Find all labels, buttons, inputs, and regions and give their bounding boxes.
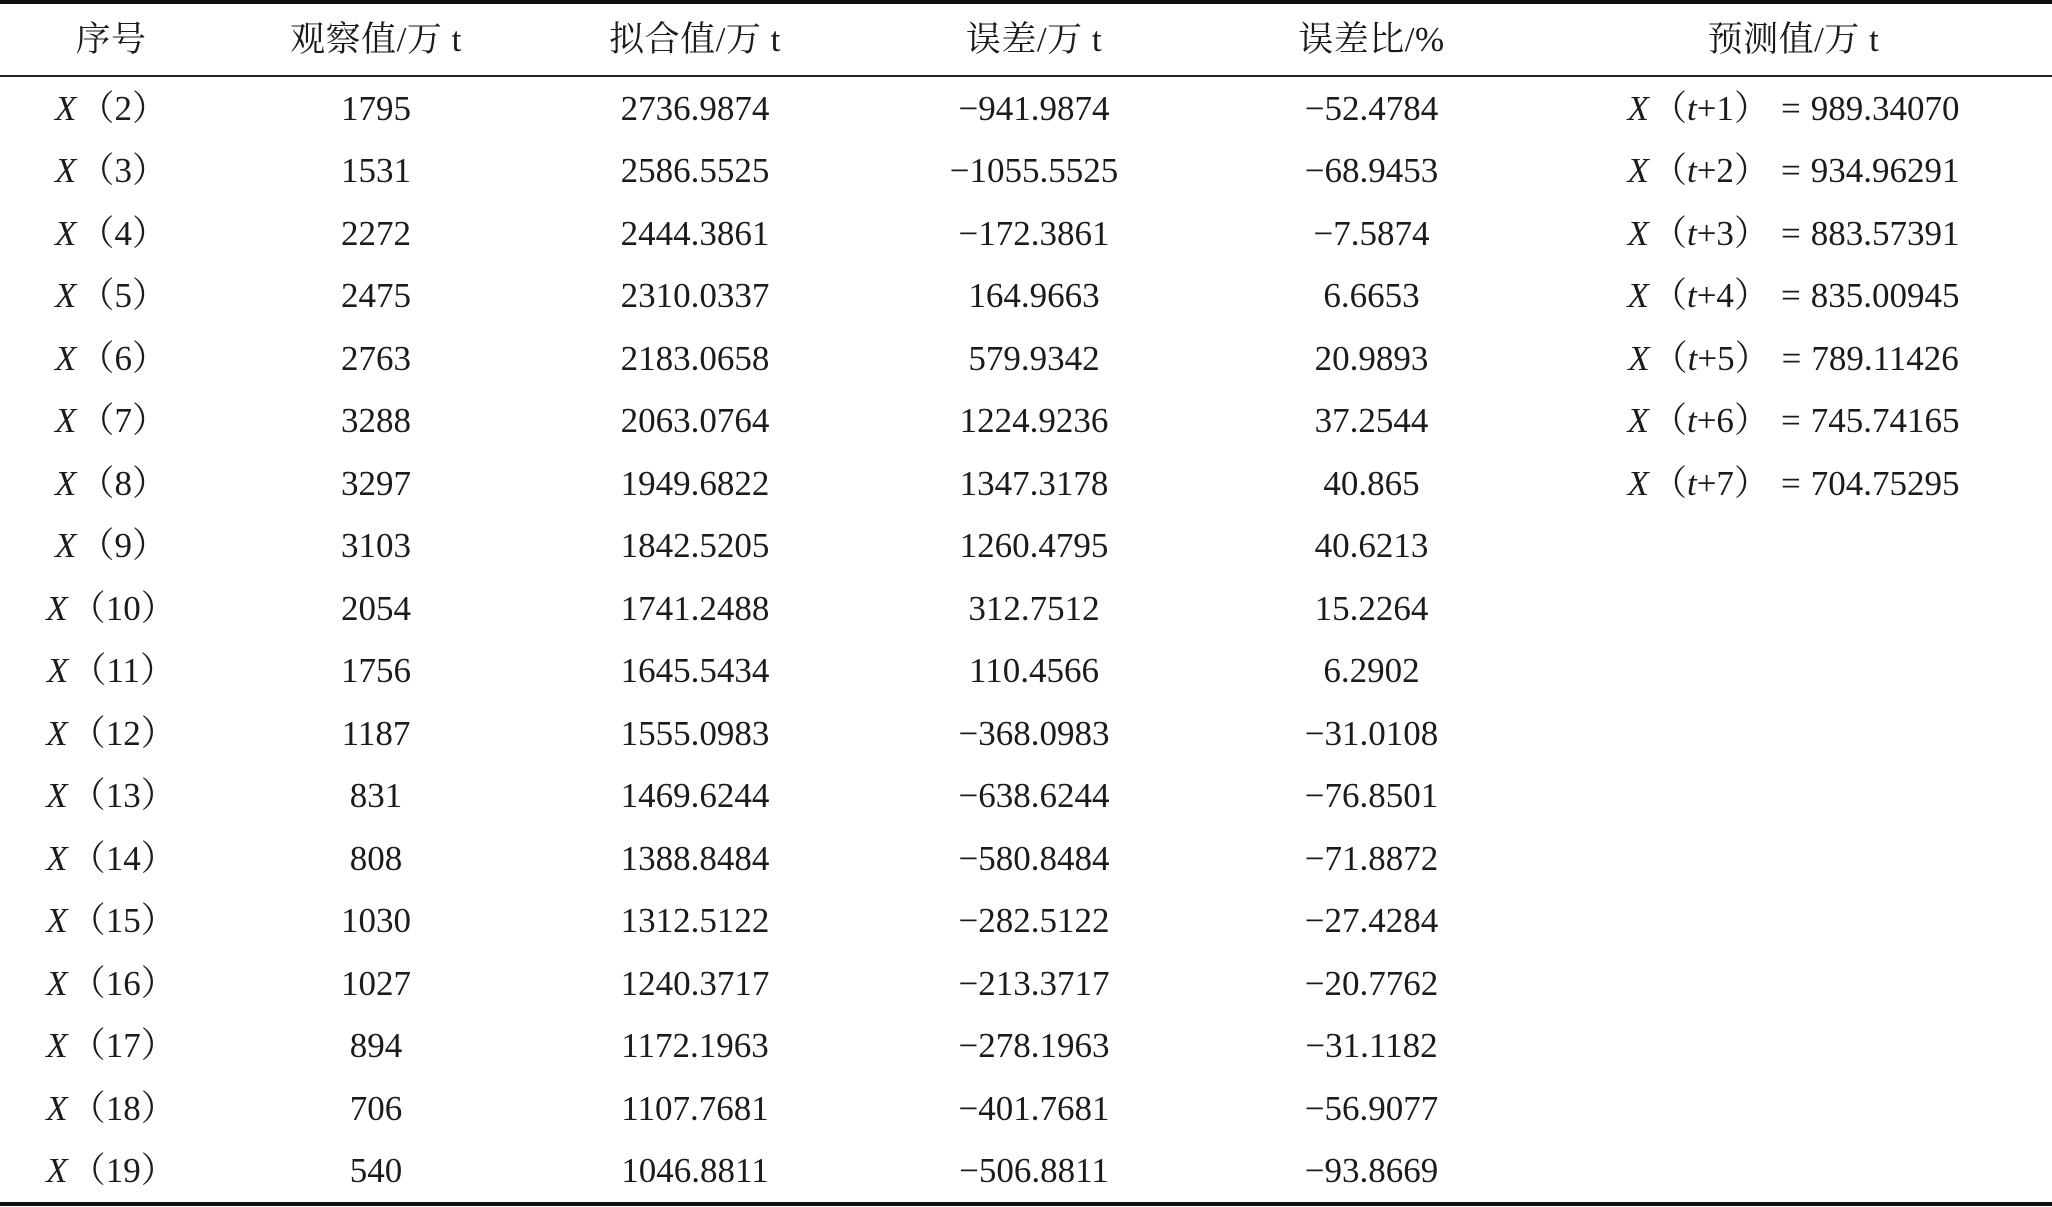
- paren-open: （: [79, 276, 115, 316]
- cell-index: [0, 463, 222, 503]
- cell-observed: 2054: [341, 588, 411, 628]
- forecast-step: +6: [1696, 401, 1734, 441]
- cell-observed: 2272: [341, 213, 411, 253]
- cell-index: [0, 713, 222, 753]
- forecast-value: 989.34070: [1810, 88, 1960, 128]
- table-row: [0, 702, 2052, 765]
- cell-error: 312.7512: [968, 588, 1100, 628]
- cell-observed: 808: [349, 838, 403, 878]
- paren-close: ）: [1734, 338, 1770, 378]
- cell-fitted: 1949.6822: [620, 463, 770, 503]
- header-observed: 观察值/万 t: [290, 20, 462, 59]
- cell-error: 1260.4795: [959, 526, 1109, 566]
- cell-error: 1347.3178: [959, 463, 1109, 503]
- forecast-symbol: X: [1627, 276, 1649, 316]
- paren-open: （: [70, 588, 106, 628]
- index-number: 15: [105, 901, 141, 941]
- index-symbol: X: [46, 776, 68, 816]
- cell-error: −580.8484: [958, 838, 1110, 878]
- forecast-symbol: X: [1627, 88, 1649, 128]
- paren-open: （: [79, 526, 115, 566]
- cell-fitted: 1645.5434: [620, 651, 770, 691]
- cell-error-ratio: 6.2902: [1323, 651, 1420, 691]
- cell-forecast: [1535, 463, 2052, 503]
- paren-close: ）: [131, 338, 167, 378]
- index-number: 18: [105, 1088, 141, 1128]
- forecast-step: +5: [1697, 338, 1735, 378]
- paren-close: ）: [1733, 88, 1769, 128]
- index-symbol: X: [55, 526, 77, 566]
- index-symbol: X: [55, 213, 77, 253]
- cell-index: [0, 151, 222, 191]
- cell-forecast: [1535, 213, 2052, 253]
- paren-open: （: [1652, 338, 1688, 378]
- forecast-variable: t: [1686, 401, 1697, 441]
- table-row: [0, 452, 2052, 515]
- cell-observed: 1030: [341, 901, 411, 941]
- cell-error-ratio: −71.8872: [1304, 838, 1439, 878]
- cell-fitted: 1312.5122: [620, 901, 770, 941]
- table-header-row: [0, 4, 2052, 75]
- cell-fitted: 2444.3861: [620, 213, 770, 253]
- index-symbol: X: [55, 401, 77, 441]
- index-symbol: X: [55, 463, 77, 503]
- cell-error-ratio: −27.4284: [1304, 901, 1439, 941]
- paren-open: （: [79, 338, 115, 378]
- table-row: [0, 890, 2052, 953]
- paren-close: ）: [140, 901, 176, 941]
- index-number: 14: [105, 838, 141, 878]
- paren-close: ）: [1733, 151, 1769, 191]
- cell-error: 1224.9236: [959, 401, 1109, 441]
- paren-close: ）: [140, 588, 176, 628]
- index-symbol: X: [46, 651, 69, 691]
- table-row: [0, 1140, 2052, 1203]
- paren-open: （: [1651, 276, 1687, 316]
- paren-open: （: [70, 776, 106, 816]
- cell-observed: 1187: [341, 713, 411, 753]
- cell-fitted: 1741.2488: [620, 588, 770, 628]
- cell-index: [0, 338, 222, 378]
- paren-open: （: [1651, 88, 1687, 128]
- paren-close: ）: [131, 213, 167, 253]
- equals-sign: =: [1780, 151, 1801, 191]
- index-symbol: X: [46, 1151, 68, 1191]
- forecast-symbol: X: [1627, 463, 1649, 503]
- paren-close: ）: [140, 1151, 176, 1191]
- header-error: 误差/万 t: [965, 20, 1103, 59]
- paren-close: ）: [140, 776, 176, 816]
- cell-error-ratio: −31.1182: [1305, 1026, 1438, 1066]
- cell-forecast: [1535, 276, 2052, 316]
- forecast-symbol: X: [1627, 151, 1649, 191]
- cell-error: −401.7681: [958, 1088, 1110, 1128]
- paren-close: ）: [131, 463, 167, 503]
- index-symbol: X: [46, 963, 68, 1003]
- paren-close: ）: [131, 151, 167, 191]
- cell-forecast: [1535, 151, 2052, 191]
- paren-close: ）: [1733, 401, 1769, 441]
- paren-close: ）: [131, 276, 167, 316]
- cell-error-ratio: 20.9893: [1314, 338, 1429, 378]
- forecast-step: +2: [1696, 151, 1734, 191]
- cell-observed: 2475: [341, 276, 411, 316]
- cell-fitted: 2736.9874: [620, 88, 770, 128]
- paren-open: （: [70, 963, 106, 1003]
- index-symbol: X: [46, 588, 68, 628]
- cell-fitted: 1842.5205: [620, 526, 770, 566]
- cell-observed: 706: [349, 1088, 403, 1128]
- table-row: [0, 1015, 2052, 1078]
- cell-observed: 3297: [341, 463, 411, 503]
- cell-index: [0, 588, 222, 628]
- header-fitted: 拟合值/万 t: [609, 20, 781, 59]
- cell-observed: 831: [349, 776, 403, 816]
- equals-sign: =: [1781, 338, 1802, 378]
- cell-observed: 3103: [341, 526, 411, 566]
- cell-index: [0, 526, 222, 566]
- cell-fitted: 1046.8811: [621, 1151, 769, 1191]
- index-symbol: X: [55, 276, 77, 316]
- paren-open: （: [79, 401, 115, 441]
- cell-fitted: 1107.7681: [621, 1088, 769, 1128]
- cell-observed: 1027: [341, 963, 411, 1003]
- forecast-variable: t: [1686, 151, 1697, 191]
- paren-open: （: [71, 651, 107, 691]
- cell-observed: 1531: [341, 151, 411, 191]
- forecast-step: +3: [1696, 213, 1734, 253]
- cell-index: [0, 1026, 222, 1066]
- paren-open: （: [79, 151, 115, 191]
- cell-observed: 894: [349, 1026, 403, 1066]
- table-row: [0, 515, 2052, 578]
- cell-error: −213.3717: [958, 963, 1110, 1003]
- index-number: 6: [114, 338, 132, 378]
- forecast-step: +7: [1696, 463, 1734, 503]
- paren-close: ）: [131, 401, 167, 441]
- paren-open: （: [1651, 463, 1687, 503]
- forecast-variable: t: [1686, 213, 1697, 253]
- table-row: [0, 765, 2052, 828]
- index-symbol: X: [46, 1026, 68, 1066]
- cell-fitted: 2063.0764: [620, 401, 770, 441]
- equals-sign: =: [1780, 401, 1801, 441]
- cell-observed: 1756: [341, 651, 411, 691]
- cell-index: [0, 1151, 222, 1191]
- forecast-variable: t: [1686, 276, 1697, 316]
- index-symbol: X: [55, 88, 77, 128]
- cell-error-ratio: −68.9453: [1304, 151, 1439, 191]
- paren-open: （: [70, 1026, 106, 1066]
- cell-error-ratio: 40.6213: [1314, 526, 1429, 566]
- index-number: 2: [114, 88, 132, 128]
- cell-error-ratio: −7.5874: [1313, 213, 1430, 253]
- forecast-variable: t: [1686, 88, 1697, 128]
- cell-index: [0, 901, 222, 941]
- index-number: 17: [105, 1026, 141, 1066]
- cell-forecast: [1535, 401, 2052, 441]
- table-row: [0, 265, 2052, 328]
- index-number: 13: [105, 776, 141, 816]
- cell-error: −941.9874: [958, 88, 1110, 128]
- cell-error: −282.5122: [958, 901, 1110, 941]
- cell-fitted: 2586.5525: [620, 151, 770, 191]
- index-number: 10: [105, 588, 141, 628]
- forecast-value: 789.11426: [1811, 338, 1959, 378]
- cell-index: [0, 963, 222, 1003]
- table-row: [0, 390, 2052, 453]
- cell-error: −1055.5525: [949, 151, 1119, 191]
- index-symbol: X: [55, 151, 77, 191]
- forecast-symbol: X: [1627, 213, 1649, 253]
- cell-error-ratio: −56.9077: [1304, 1088, 1439, 1128]
- forecast-variable: t: [1686, 463, 1697, 503]
- cell-observed: 3288: [341, 401, 411, 441]
- cell-fitted: 1555.0983: [620, 713, 770, 753]
- table-row: [0, 77, 2052, 140]
- cell-error: 164.9663: [968, 276, 1100, 316]
- forecast-value: 835.00945: [1810, 276, 1960, 316]
- cell-error: 110.4566: [969, 651, 1099, 691]
- index-number: 16: [105, 963, 141, 1003]
- header-forecast: 预测值/万 t: [1707, 20, 1880, 59]
- paren-close: ）: [1733, 276, 1769, 316]
- cell-index: [0, 88, 222, 128]
- cell-error-ratio: −93.8669: [1304, 1151, 1439, 1191]
- paren-open: （: [1651, 151, 1687, 191]
- paren-open: （: [70, 901, 106, 941]
- cell-index: [0, 651, 222, 691]
- cell-error-ratio: 15.2264: [1314, 588, 1429, 628]
- cell-forecast: [1535, 88, 2052, 128]
- cell-error-ratio: 6.6653: [1323, 276, 1420, 316]
- cell-index: [0, 401, 222, 441]
- paren-close: ）: [140, 1088, 176, 1128]
- paren-open: （: [1651, 213, 1687, 253]
- cell-index: [0, 276, 222, 316]
- index-number: 11: [106, 651, 141, 691]
- forecast-step: +4: [1696, 276, 1734, 316]
- cell-error: −506.8811: [959, 1151, 1109, 1191]
- cell-error: 579.9342: [968, 338, 1100, 378]
- index-number: 7: [114, 401, 132, 441]
- paren-open: （: [70, 713, 106, 753]
- cell-error-ratio: −52.4784: [1304, 88, 1439, 128]
- index-symbol: X: [46, 713, 68, 753]
- cell-error-ratio: −31.0108: [1304, 713, 1439, 753]
- header-index: 序号: [75, 20, 147, 59]
- paren-close: ）: [140, 838, 176, 878]
- paren-open: （: [70, 838, 106, 878]
- forecast-value: 704.75295: [1810, 463, 1960, 503]
- forecast-value: 883.57391: [1810, 213, 1960, 253]
- equals-sign: =: [1780, 88, 1801, 128]
- cell-error-ratio: −76.8501: [1304, 776, 1439, 816]
- cell-error-ratio: −20.7762: [1304, 963, 1439, 1003]
- cell-forecast: [1535, 338, 2052, 378]
- index-symbol: X: [55, 338, 77, 378]
- cell-observed: 1795: [341, 88, 411, 128]
- paren-open: （: [79, 213, 115, 253]
- table-row: [0, 952, 2052, 1015]
- forecast-step: +1: [1696, 88, 1734, 128]
- paren-open: （: [79, 88, 115, 128]
- paren-open: （: [79, 463, 115, 503]
- table-row: [0, 827, 2052, 890]
- table-row: [0, 577, 2052, 640]
- equals-sign: =: [1780, 463, 1801, 503]
- forecast-variable: t: [1687, 338, 1698, 378]
- index-number: 3: [114, 151, 132, 191]
- equals-sign: =: [1780, 213, 1801, 253]
- paren-open: （: [70, 1088, 106, 1128]
- index-number: 5: [114, 276, 132, 316]
- paren-close: ）: [140, 1026, 176, 1066]
- cell-fitted: 1388.8484: [620, 838, 770, 878]
- table-row: [0, 202, 2052, 265]
- cell-observed: 2763: [341, 338, 411, 378]
- paren-close: ）: [1733, 463, 1769, 503]
- forecast-symbol: X: [1628, 338, 1650, 378]
- forecast-symbol: X: [1627, 401, 1649, 441]
- equals-sign: =: [1780, 276, 1801, 316]
- cell-error: −278.1963: [958, 1026, 1110, 1066]
- cell-fitted: 2310.0337: [620, 276, 770, 316]
- table-row: [0, 1077, 2052, 1140]
- index-number: 8: [114, 463, 132, 503]
- index-number: 4: [114, 213, 132, 253]
- paren-open: （: [70, 1151, 106, 1191]
- paren-close: ）: [140, 713, 176, 753]
- header-error-ratio: 误差比/%: [1298, 20, 1445, 59]
- cell-index: [0, 213, 222, 253]
- cell-fitted: 1240.3717: [620, 963, 770, 1003]
- cell-observed: 540: [349, 1151, 403, 1191]
- paren-close: ）: [131, 526, 167, 566]
- index-number: 19: [105, 1151, 141, 1191]
- index-number: 12: [105, 713, 141, 753]
- table-row: [0, 140, 2052, 203]
- bottom-rule: [0, 1202, 2052, 1206]
- table-row: [0, 640, 2052, 703]
- forecast-value: 934.96291: [1810, 151, 1960, 191]
- paren-close: ）: [131, 88, 167, 128]
- paren-open: （: [1651, 401, 1687, 441]
- index-number: 9: [114, 526, 132, 566]
- table-body: [0, 77, 2052, 1202]
- cell-index: [0, 1088, 222, 1128]
- index-symbol: X: [46, 901, 68, 941]
- cell-index: [0, 776, 222, 816]
- cell-fitted: 2183.0658: [620, 338, 770, 378]
- cell-error-ratio: 40.865: [1323, 463, 1420, 503]
- cell-error: −638.6244: [958, 776, 1110, 816]
- index-symbol: X: [46, 838, 68, 878]
- paren-close: ）: [140, 963, 176, 1003]
- forecast-value: 745.74165: [1810, 401, 1960, 441]
- cell-index: [0, 838, 222, 878]
- cell-fitted: 1469.6244: [620, 776, 770, 816]
- paren-close: ）: [140, 651, 176, 691]
- cell-error-ratio: 37.2544: [1314, 401, 1429, 441]
- cell-error: −368.0983: [958, 713, 1110, 753]
- paren-close: ）: [1733, 213, 1769, 253]
- index-symbol: X: [46, 1088, 68, 1128]
- table-row: [0, 327, 2052, 390]
- cell-error: −172.3861: [958, 213, 1110, 253]
- cell-fitted: 1172.1963: [621, 1026, 769, 1066]
